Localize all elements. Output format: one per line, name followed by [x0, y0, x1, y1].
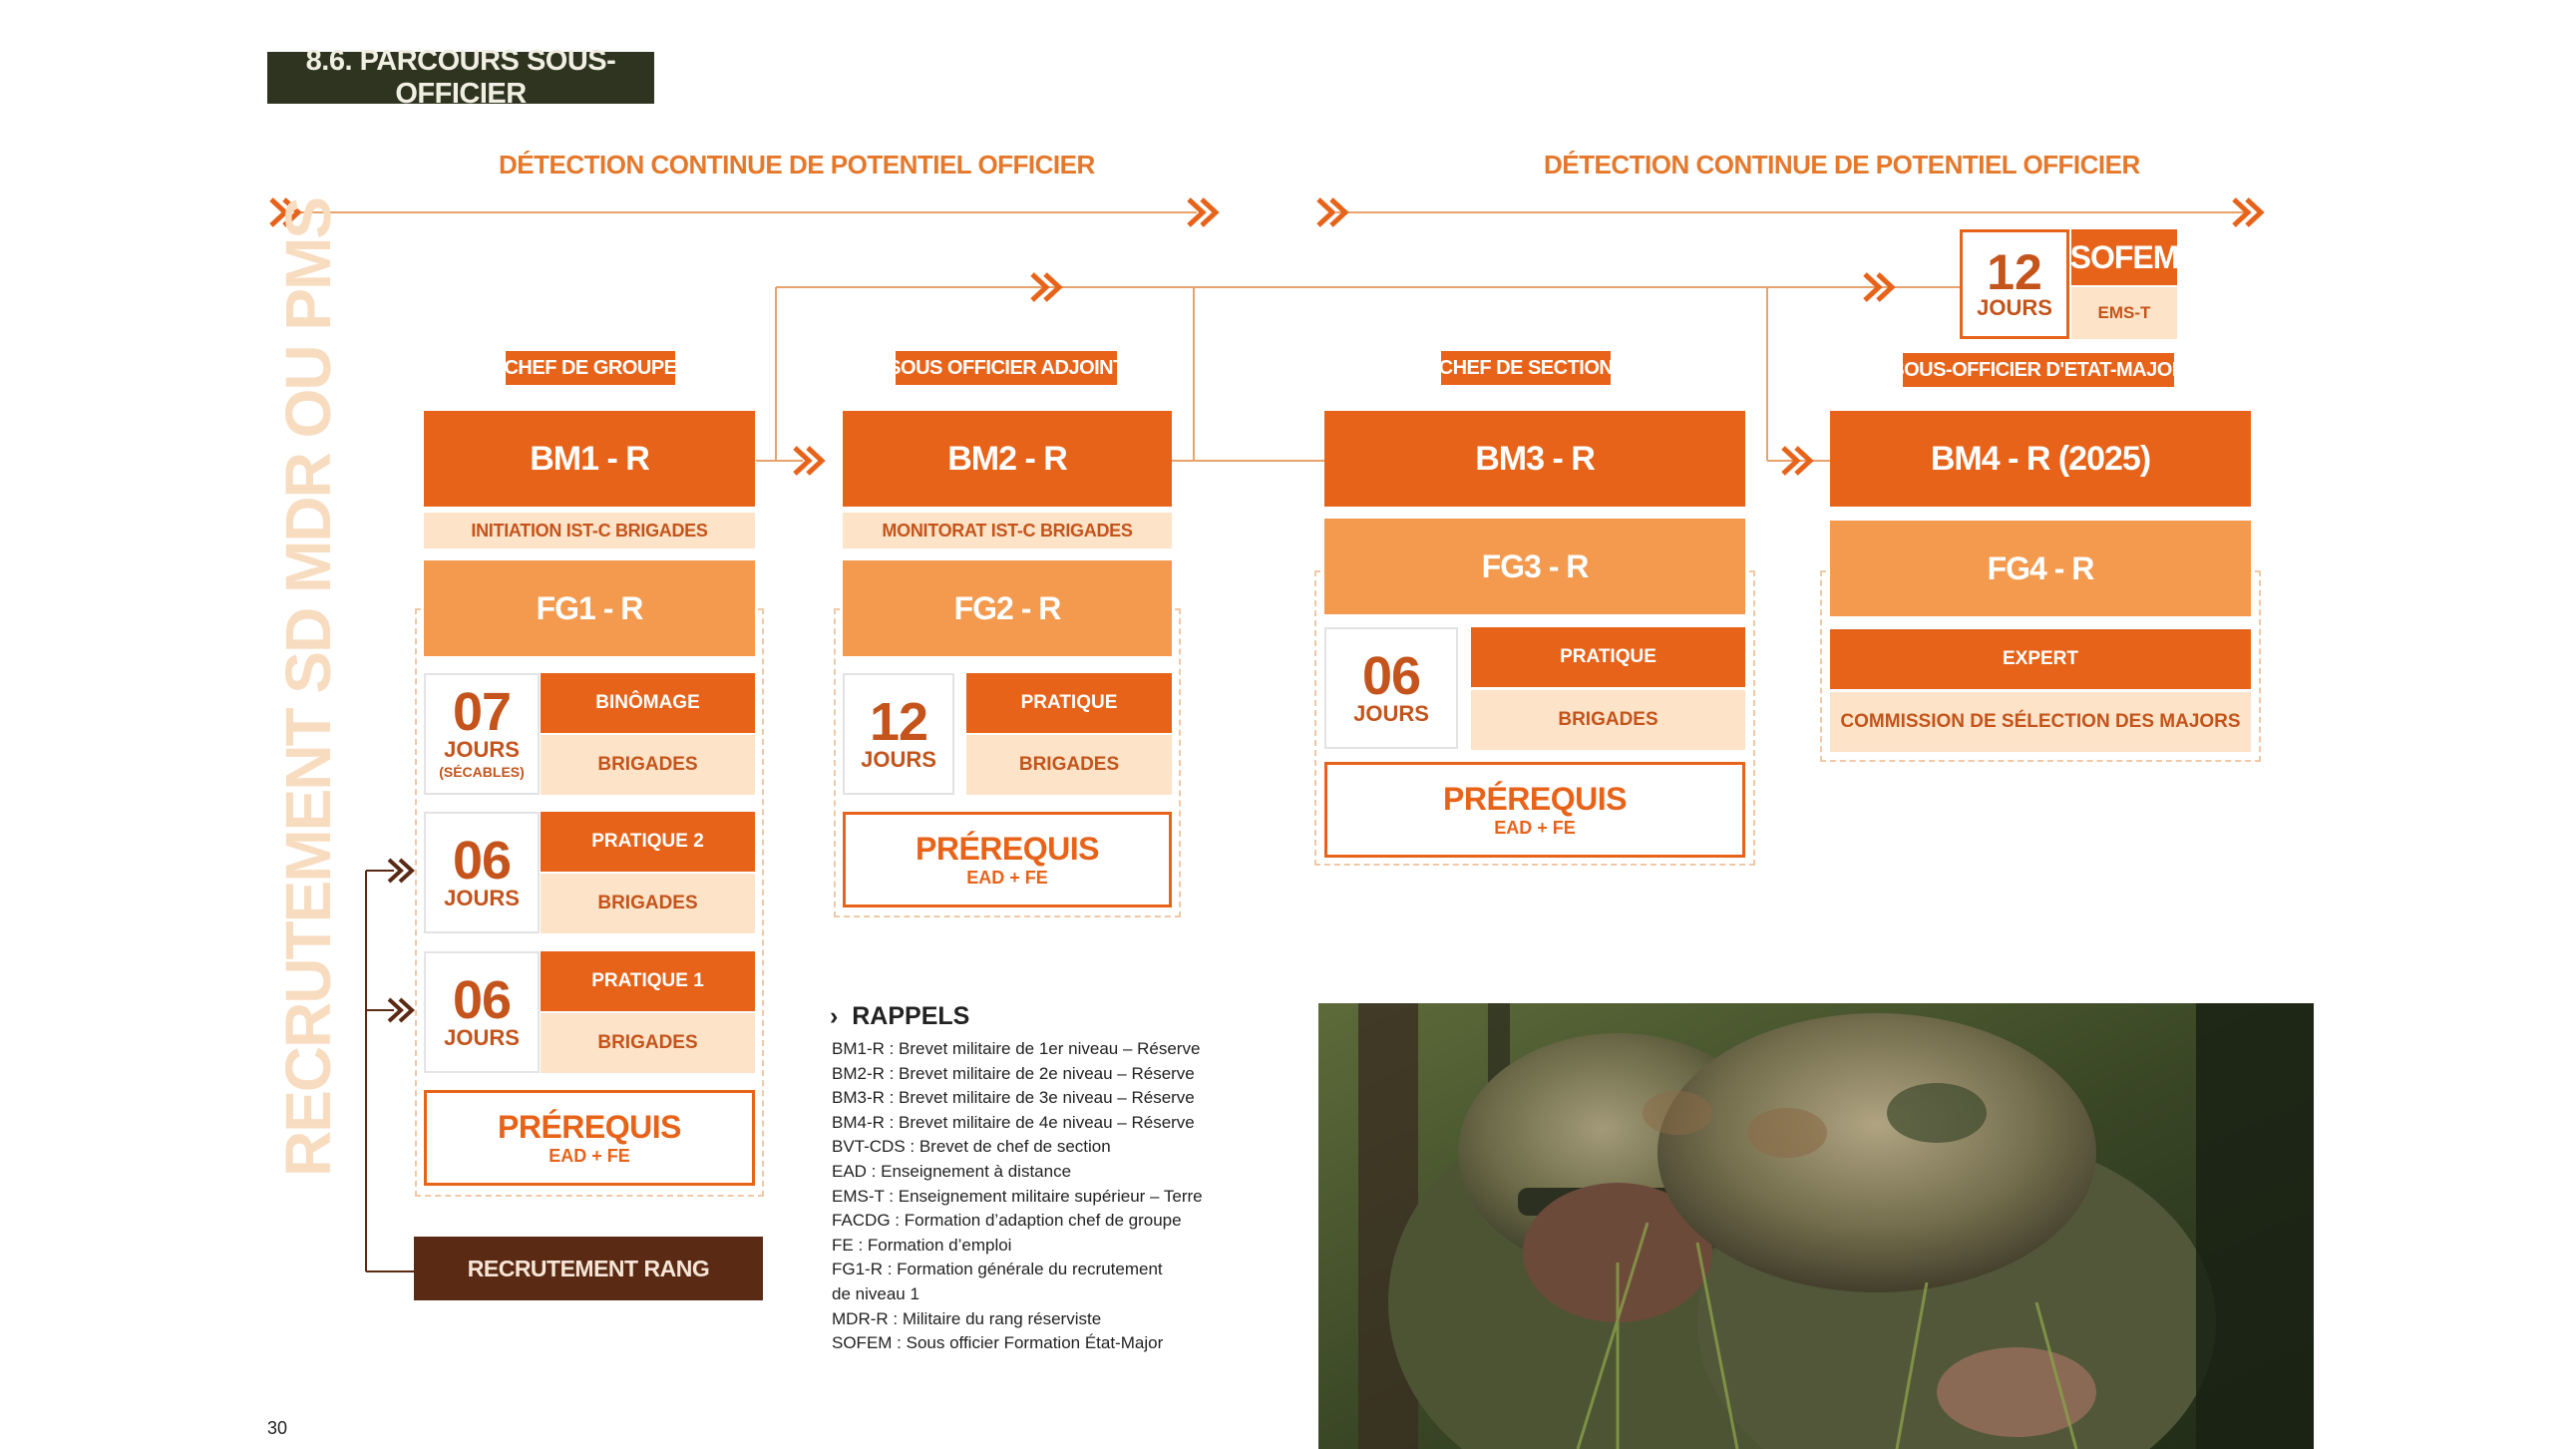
rappel-item: BM1-R : Brevet militaire de 1er niveau – Réserve: [832, 1039, 1201, 1058]
module-title-expert: EXPERT: [1830, 629, 2251, 689]
rappel-item: BM4-R : Brevet militaire de 4e niveau – Réserve: [832, 1112, 1195, 1132]
rappel-item: FG1-R : Formation générale du recrutement: [832, 1260, 1163, 1279]
prerequis-box-col1: PRÉREQUIS EAD + FE: [424, 1090, 755, 1186]
rappels-list: [832, 1037, 1251, 1356]
section-title: 8.6. PARCOURS SOUS-OFFICIER: [267, 52, 654, 104]
module-sub-pratique-1: BRIGADES: [541, 1013, 755, 1073]
bm1-r-box: BM1 - R: [424, 411, 755, 507]
rappel-item: de niveau 1: [832, 1283, 920, 1303]
module-sub-col3: BRIGADES: [1471, 690, 1745, 750]
prerequis-box-col3: PRÉREQUIS EAD + FE: [1324, 762, 1745, 858]
rappel-item: SOFEM : Sous officier Formation État-Major: [832, 1333, 1164, 1353]
tag-chef-de-groupe: ▸ CHEF DE GROUPE ◂: [506, 351, 675, 385]
tag-sous-officier-adjoint: ▸ SOUS OFFICIER ADJOINT ◂: [896, 351, 1117, 385]
triangle-left-icon: ◂: [1124, 359, 1132, 376]
triangle-left-icon: ◂: [2185, 361, 2193, 378]
module-days-col2: 12 JOURS: [843, 673, 954, 795]
bm4-r-box: BM4 - R (2025): [1830, 411, 2251, 507]
triangle-right-icon: ▸: [881, 359, 889, 376]
rappel-item: FACDG : Formation d’adaption chef de groupe: [832, 1211, 1182, 1231]
page-number: 30: [267, 1418, 288, 1438]
rappel-item: BM2-R : Brevet militaire de 2e niveau – Réserve: [832, 1063, 1195, 1083]
tag-sous-officier-etat-major: ▸ SOUS-OFFICIER D'ETAT-MAJOR ◂: [1903, 353, 2174, 387]
bm3-r-box: BM3 - R: [1324, 411, 1745, 507]
bm2-r-subtitle: MONITORAT IST-C BRIGADES: [843, 513, 1172, 548]
rappel-item: EMS-T : Enseignement militaire supérieur – Terre: [832, 1186, 1203, 1206]
module-days-binomage: 07 JOURS (SÉCABLES): [424, 673, 540, 795]
triangle-left-icon: ◂: [1613, 359, 1620, 376]
soldiers-photo-illustration: [1318, 1003, 2314, 1449]
module-days-pratique-1: 06 JOURS: [424, 951, 540, 1073]
tag-chef-de-section: ▸ CHEF DE SECTION ◂: [1441, 351, 1611, 385]
module-sub-col2: BRIGADES: [966, 735, 1172, 795]
module-sub-binomage: BRIGADES: [541, 735, 755, 795]
fg3-r-box: FG3 - R: [1324, 519, 1745, 614]
detection-label-right: DÉTECTION CONTINUE DE POTENTIEL OFFICIER: [1544, 150, 2140, 180]
module-title-binomage: BINÔMAGE: [541, 673, 755, 733]
fg1-r-box: FG1 - R: [424, 560, 755, 656]
sofem-title-box: SOFEM: [2071, 229, 2177, 285]
rappels-heading: › RAPPELS: [830, 1002, 970, 1030]
module-title-pratique-1: PRATIQUE 1: [541, 951, 755, 1011]
module-sub-commission: COMMISSION DE SÉLECTION DES MAJORS: [1830, 692, 2251, 752]
fg2-r-box: FG2 - R: [843, 560, 1172, 656]
triangle-left-icon: ◂: [676, 359, 684, 376]
bm2-r-box: BM2 - R: [843, 411, 1172, 507]
chevron-right-icon: ›: [830, 1002, 839, 1030]
bm1-r-subtitle: INITIATION IST-C BRIGADES: [424, 513, 755, 548]
module-title-col2: PRATIQUE: [966, 673, 1172, 733]
rappel-item: EAD : Enseignement à distance: [832, 1161, 1072, 1181]
detection-label-left: DÉTECTION CONTINUE DE POTENTIEL OFFICIER: [499, 150, 1095, 180]
sofem-days-box: 12 JOURS: [1960, 229, 2069, 339]
module-title-col3: PRATIQUE: [1471, 627, 1745, 687]
rappel-item: BM3-R : Brevet militaire de 3e niveau – Réserve: [832, 1088, 1195, 1108]
module-days-col3: 06 JOURS: [1324, 627, 1458, 749]
rappel-item: FE : Formation d’emploi: [832, 1235, 1012, 1255]
recrutement-rang-box: RECRUTEMENT RANG: [414, 1237, 763, 1300]
triangle-right-icon: ▸: [1884, 361, 1892, 378]
prerequis-box-col2: PRÉREQUIS EAD + FE: [843, 812, 1172, 907]
fg4-r-box: FG4 - R: [1830, 521, 2251, 616]
rappel-item: BVT-CDS : Brevet de chef de section: [832, 1137, 1111, 1157]
rappel-item: MDR-R : Militaire du rang réserviste: [832, 1308, 1102, 1328]
module-title-pratique-2: PRATIQUE 2: [541, 812, 755, 872]
triangle-right-icon: ▸: [497, 359, 505, 376]
module-sub-pratique-2: BRIGADES: [541, 874, 755, 933]
sofem-sub-box: EMS-T: [2071, 287, 2177, 339]
module-days-pratique-2: 06 JOURS: [424, 812, 540, 933]
soldiers-photo: [1318, 1003, 2314, 1449]
triangle-right-icon: ▸: [1432, 359, 1439, 376]
